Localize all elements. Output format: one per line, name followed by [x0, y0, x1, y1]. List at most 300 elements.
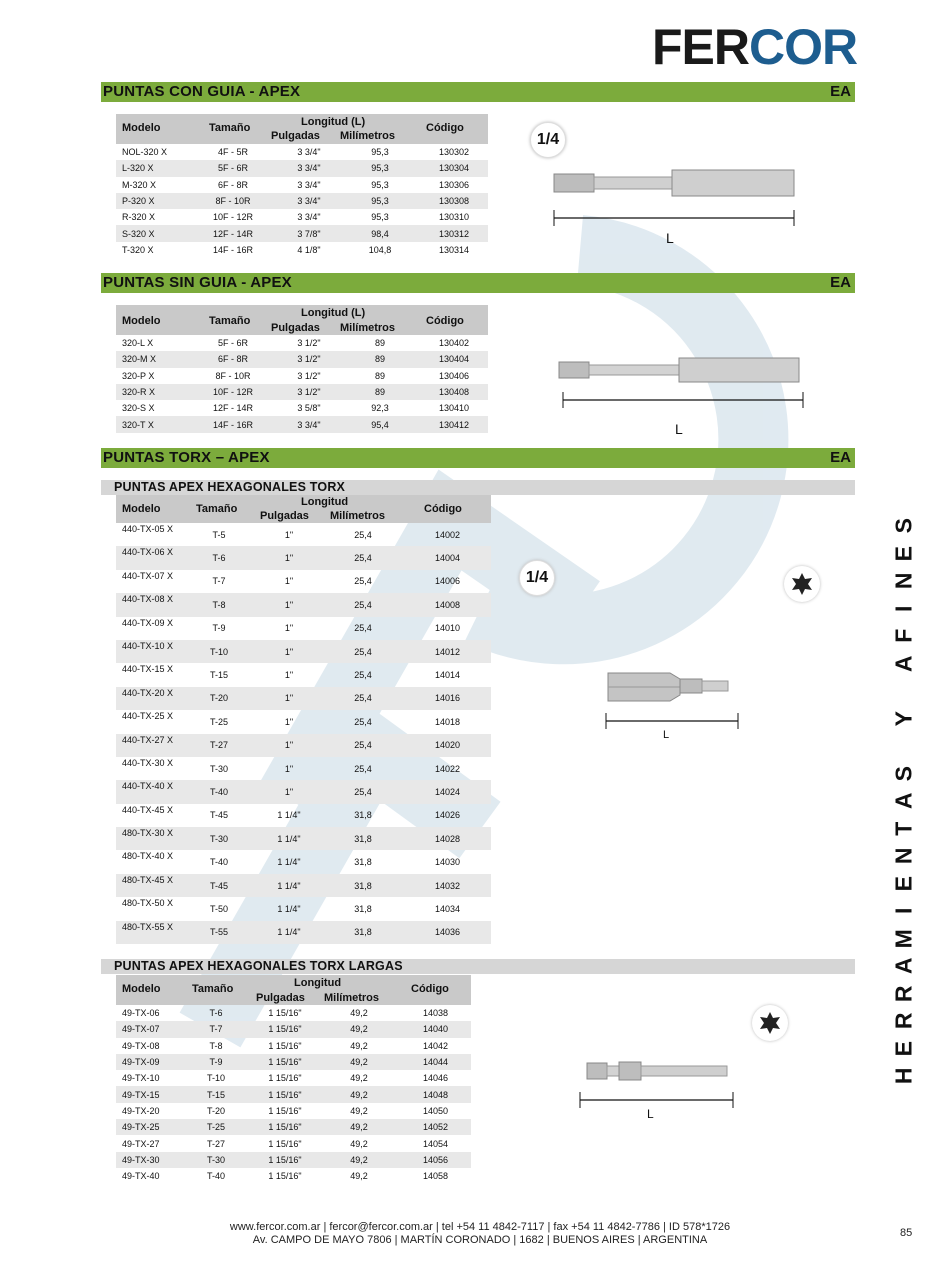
cell-pulgadas: 1": [256, 687, 322, 710]
cell-pulgadas: 1 1/4": [256, 874, 322, 897]
length-label: L: [666, 230, 674, 246]
table-row: [116, 663, 491, 686]
cell-milimetros: 49,2: [350, 1105, 368, 1116]
cell-pulgadas: 3 1/2": [278, 351, 340, 367]
table-header-4: [116, 975, 471, 1005]
cell-tamano: T-25: [180, 1119, 252, 1135]
cell-milimetros: 104,8: [368, 244, 392, 255]
cell-codigo: 130412: [420, 416, 488, 432]
col-tamano: Tamaño: [196, 503, 238, 515]
cell-tamano: 5F - 6R: [217, 338, 248, 349]
cell-modelo: 49-TX-06: [122, 1008, 160, 1019]
cell-codigo: 130312: [420, 225, 488, 241]
cell-tamano: 12F - 14R: [212, 403, 254, 414]
side-letter: N: [890, 572, 917, 590]
cell-codigo: 130410: [438, 403, 470, 414]
cell-milimetros: 25,4: [354, 670, 372, 681]
cell-pulgadas: 1 1/4": [277, 857, 301, 868]
cell-milimetros: 89: [340, 384, 420, 400]
cell-pulgadas: 1": [284, 623, 294, 634]
side-letter: S: [890, 518, 917, 534]
cell-modelo: 440-TX-20 X: [116, 687, 182, 710]
cell-pulgadas: 3 3/4": [297, 147, 321, 158]
cell-modelo: 49-TX-20: [122, 1105, 160, 1116]
col-codigo: Código: [424, 503, 462, 515]
cell-codigo: 14058: [422, 1171, 449, 1182]
table-row: [116, 734, 491, 757]
cell-codigo: 14048: [400, 1086, 471, 1102]
length-label: L: [675, 421, 683, 437]
size-badge: [519, 560, 555, 596]
cell-pulgadas: 3 3/4": [297, 212, 321, 223]
side-letter: I: [890, 605, 917, 612]
col-longitud: Longitud (L): [301, 116, 366, 128]
long-torx-bit-drawing: [575, 1055, 740, 1115]
cell-modelo: 49-TX-15: [116, 1086, 180, 1102]
cell-modelo: 49-TX-10: [122, 1073, 160, 1084]
cell-pulgadas: 1": [256, 546, 322, 569]
table-torx: [116, 523, 491, 944]
table-row: [116, 242, 488, 258]
cell-pulgadas: 1 15/16": [252, 1054, 318, 1070]
table-row: [116, 570, 491, 593]
cell-modelo: 49-TX-30: [116, 1152, 180, 1168]
col-milimetros: Milímetros: [340, 130, 396, 142]
col-pulgadas: Pulgadas: [271, 322, 320, 334]
table-row: [116, 687, 491, 710]
cell-pulgadas: 1 1/4": [277, 810, 301, 821]
cell-tamano: 6F - 8R: [188, 351, 278, 367]
cell-pulgadas: 1 15/16": [268, 1105, 302, 1116]
cell-tamano: T-8: [182, 593, 256, 616]
cell-milimetros: 31,8: [354, 857, 372, 868]
cell-milimetros: 95,3: [371, 212, 389, 223]
cell-codigo: 130314: [438, 244, 470, 255]
torx-star-icon: [752, 1005, 788, 1041]
section-bar-con-guia: [101, 82, 855, 102]
cell-milimetros: 49,2: [318, 1054, 400, 1070]
cell-tamano: T-6: [209, 1008, 223, 1019]
table-row: [116, 1021, 471, 1037]
section-bar-sin-guia: [101, 273, 855, 293]
cell-tamano: T-7: [180, 1021, 252, 1037]
length-label: L: [663, 729, 670, 741]
cell-milimetros: 25,4: [354, 576, 372, 587]
cell-milimetros: 25,4: [354, 716, 372, 727]
col-longitud: Longitud: [294, 977, 342, 989]
cell-milimetros: 95,3: [340, 193, 420, 209]
cell-milimetros: 25,4: [322, 687, 404, 710]
cell-codigo: 14050: [422, 1105, 449, 1116]
col-codigo: Código: [411, 983, 449, 995]
side-letter: R: [890, 984, 917, 1002]
cell-milimetros: 49,2: [318, 1086, 400, 1102]
cell-modelo: 480-TX-40 X: [122, 851, 174, 862]
side-letter: H: [890, 1067, 917, 1085]
cell-milimetros: 49,2: [318, 1152, 400, 1168]
table-row: [116, 850, 491, 873]
cell-pulgadas: 4 1/8": [297, 244, 321, 255]
table-row: [116, 335, 488, 351]
cell-codigo: 130302: [438, 147, 470, 158]
cell-tamano: T-9: [212, 623, 226, 634]
cell-codigo: 14010: [434, 623, 461, 634]
cell-milimetros: 31,8: [354, 810, 372, 821]
cell-tamano: T-10: [182, 640, 256, 663]
cell-pulgadas: 1 15/16": [268, 1008, 302, 1019]
cell-tamano: T-50: [209, 903, 228, 914]
cell-tamano: 10F - 12R: [188, 384, 278, 400]
torx-star-icon: [784, 566, 820, 602]
cell-tamano: T-27: [206, 1138, 225, 1149]
cell-tamano: T-30: [209, 763, 228, 774]
col-milimetros: Milímetros: [324, 992, 380, 1004]
col-pulgadas: Pulgadas: [260, 510, 309, 522]
cell-milimetros: 25,4: [354, 623, 372, 634]
side-letter: S: [890, 765, 917, 781]
col-tamano: Tamaño: [209, 315, 251, 327]
cell-codigo: 14054: [422, 1138, 449, 1149]
cell-milimetros: 98,4: [340, 225, 420, 241]
cell-tamano: 5F - 6R: [188, 160, 278, 176]
table-row: [116, 617, 491, 640]
cell-pulgadas: 3 1/2": [297, 370, 321, 381]
cell-tamano: 12F - 14R: [188, 225, 278, 241]
cell-pulgadas: 3 1/2": [278, 384, 340, 400]
table-row: [116, 897, 491, 920]
cell-codigo: 130306: [438, 179, 470, 190]
cell-pulgadas: 1": [284, 576, 294, 587]
cell-tamano: T-6: [182, 546, 256, 569]
cell-tamano: T-30: [180, 1152, 252, 1168]
cell-modelo: 320-P X: [122, 370, 155, 381]
cell-tamano: T-8: [209, 1040, 223, 1051]
table-row: [116, 827, 491, 850]
cell-tamano: T-5: [212, 529, 226, 540]
cell-milimetros: 95,3: [371, 147, 389, 158]
table-row: [116, 593, 491, 616]
cell-tamano: T-20: [206, 1105, 225, 1116]
table-header-2: [116, 305, 488, 335]
side-letter: N: [890, 847, 917, 865]
table-row: [116, 921, 491, 944]
cell-modelo: S-320 X: [116, 225, 188, 241]
cell-codigo: 130308: [420, 193, 488, 209]
cell-modelo: 440-TX-08 X: [116, 593, 182, 616]
cell-tamano: T-55: [182, 921, 256, 944]
cell-modelo: 49-TX-09: [116, 1054, 180, 1070]
cell-codigo: 14006: [434, 576, 461, 587]
cell-modelo: 480-TX-45 X: [116, 874, 182, 897]
table-row: [116, 368, 488, 384]
cell-codigo: 14040: [400, 1021, 471, 1037]
cell-tamano: T-40: [182, 780, 256, 803]
cell-modelo: M-320 X: [122, 179, 157, 190]
cell-modelo: L-320 X: [116, 160, 188, 176]
cell-codigo: 14026: [434, 810, 461, 821]
subsection-bar-torx-largas: [101, 959, 855, 974]
side-letter: I: [890, 907, 917, 914]
cell-pulgadas: 1": [284, 716, 294, 727]
cell-modelo: 440-TX-27 X: [116, 734, 182, 757]
col-longitud: Longitud: [301, 496, 349, 508]
col-codigo: Código: [426, 122, 464, 134]
cell-codigo: 14004: [404, 546, 491, 569]
cell-codigo: 14012: [404, 640, 491, 663]
cell-modelo: 49-TX-27: [122, 1138, 160, 1149]
cell-codigo: 14044: [400, 1054, 471, 1070]
footer-contact: www.fercor.com.ar | fercor@fercor.com.ar | tel +54 11 4842-7117 | fax +54 11 4842-7786 | ID 578*1726: [229, 1221, 731, 1233]
col-codigo: Código: [426, 315, 464, 327]
table-row: [116, 1070, 471, 1086]
cell-milimetros: 95,4: [340, 416, 420, 432]
cell-codigo: 14038: [422, 1008, 449, 1019]
cell-pulgadas: 1 15/16": [268, 1138, 302, 1149]
subsection-title: PUNTAS APEX HEXAGONALES TORX: [114, 480, 346, 494]
cell-pulgadas: 1 15/16": [252, 1119, 318, 1135]
cell-tamano: T-15: [209, 670, 228, 681]
cell-codigo: 14052: [400, 1119, 471, 1135]
table-row: [116, 710, 491, 733]
cell-tamano: T-10: [206, 1073, 225, 1084]
table-row: [116, 1168, 471, 1184]
col-modelo: Modelo: [122, 983, 161, 995]
cell-codigo: 14042: [422, 1040, 449, 1051]
col-tamano: Tamaño: [209, 122, 251, 134]
cell-modelo: 320-T X: [116, 416, 188, 432]
cell-milimetros: 25,4: [354, 763, 372, 774]
cell-milimetros: 25,4: [322, 780, 404, 803]
col-tamano: Tamaño: [192, 983, 234, 995]
col-pulgadas: Pulgadas: [271, 130, 320, 142]
cell-pulgadas: 1": [284, 529, 294, 540]
cell-milimetros: 92,3: [371, 403, 389, 414]
cell-modelo: 49-TX-07: [116, 1021, 180, 1037]
cell-pulgadas: 3 3/4": [278, 160, 340, 176]
length-label: L: [647, 1107, 654, 1121]
table-row: [116, 177, 488, 193]
table-row: [116, 351, 488, 367]
cell-codigo: 130408: [420, 384, 488, 400]
cell-pulgadas: 1": [256, 780, 322, 803]
cell-milimetros: 25,4: [322, 546, 404, 569]
cell-milimetros: 31,8: [322, 874, 404, 897]
col-milimetros: Milímetros: [340, 322, 396, 334]
cell-tamano: T-27: [182, 734, 256, 757]
cell-milimetros: 95,3: [340, 160, 420, 176]
table-sin-guia: [116, 335, 488, 433]
section-bar-torx: [101, 448, 855, 468]
cell-pulgadas: 1 15/16": [252, 1086, 318, 1102]
cell-modelo: 320-L X: [122, 338, 154, 349]
cell-milimetros: 49,2: [350, 1138, 368, 1149]
table-row: [116, 1103, 471, 1119]
cell-modelo: 480-TX-55 X: [116, 921, 182, 944]
cell-tamano: T-45: [182, 874, 256, 897]
subsection-bar-torx: [101, 480, 855, 495]
cell-modelo: T-320 X: [122, 244, 154, 255]
cell-modelo: P-320 X: [116, 193, 188, 209]
cell-modelo: R-320 X: [122, 212, 156, 223]
side-letter: E: [890, 545, 917, 561]
cell-codigo: 14036: [404, 921, 491, 944]
cell-modelo: 49-TX-08: [122, 1040, 160, 1051]
section-tag: EA: [830, 449, 851, 466]
cell-codigo: 14022: [434, 763, 461, 774]
side-letter: M: [890, 928, 917, 948]
table-row: [116, 193, 488, 209]
cell-codigo: 14020: [404, 734, 491, 757]
cell-pulgadas: 1 15/16": [268, 1073, 302, 1084]
logo-text-cor: COR: [749, 19, 858, 75]
side-letter: E: [890, 1040, 917, 1056]
table-row: [116, 144, 488, 160]
badge-text: 1/4: [536, 131, 560, 148]
section-title: PUNTAS CON GUIA - APEX: [103, 83, 301, 100]
cell-pulgadas: 3 3/4": [278, 416, 340, 432]
side-letter: F: [890, 628, 917, 643]
cell-tamano: 14F - 16R: [212, 244, 254, 255]
side-letter: R: [890, 1012, 917, 1030]
cell-modelo: 440-TX-09 X: [122, 617, 174, 628]
table-header-3: [116, 495, 491, 523]
cell-pulgadas: 1 1/4": [256, 921, 322, 944]
cell-tamano: T-9: [180, 1054, 252, 1070]
col-modelo: Modelo: [122, 315, 161, 327]
cell-milimetros: 25,4: [322, 734, 404, 757]
cell-codigo: 14028: [404, 827, 491, 850]
table-row: [116, 1152, 471, 1168]
cell-pulgadas: 1": [256, 734, 322, 757]
cell-tamano: T-20: [182, 687, 256, 710]
cell-modelo: 320-R X: [116, 384, 188, 400]
cell-pulgadas: 3 7/8": [278, 225, 340, 241]
table-row: [116, 780, 491, 803]
cell-pulgadas: 1 15/16": [252, 1152, 318, 1168]
cell-milimetros: 31,8: [322, 827, 404, 850]
table-row: [116, 400, 488, 416]
cell-modelo: 440-TX-45 X: [122, 804, 174, 815]
cell-milimetros: 31,8: [322, 921, 404, 944]
side-letter: E: [890, 875, 917, 891]
cell-pulgadas: 1": [256, 640, 322, 663]
cell-codigo: 14024: [404, 780, 491, 803]
cell-pulgadas: 3 3/4": [297, 179, 321, 190]
table-torx-largas: [116, 1005, 471, 1184]
cell-modelo: 440-TX-15 X: [122, 664, 174, 675]
cell-codigo: 14002: [434, 529, 461, 540]
footer-address: Av. CAMPO DE MAYO 7806 | MARTÍN CORONADO | 1682 | BUENOS AIRES | ARGENTINA: [252, 1234, 708, 1246]
logo-text-fer: FER: [652, 19, 749, 75]
cell-pulgadas: 1": [256, 593, 322, 616]
cell-pulgadas: 3 3/4": [278, 193, 340, 209]
cell-tamano: T-25: [209, 716, 228, 727]
section-title: PUNTAS TORX – APEX: [103, 449, 270, 466]
cell-tamano: 14F - 16R: [188, 416, 278, 432]
side-letter: T: [890, 821, 917, 836]
table-row: [116, 160, 488, 176]
cell-tamano: T-7: [212, 576, 226, 587]
cell-milimetros: 89: [374, 338, 385, 349]
table-row: [116, 416, 488, 432]
cell-tamano: T-15: [180, 1086, 252, 1102]
col-modelo: Modelo: [122, 503, 161, 515]
cell-codigo: 14008: [404, 593, 491, 616]
cell-milimetros: 25,4: [322, 593, 404, 616]
bit-with-guide-drawing: [550, 160, 802, 250]
table-row: [116, 1054, 471, 1070]
table-row: [116, 384, 488, 400]
cell-codigo: 14034: [434, 903, 461, 914]
cell-pulgadas: 1 15/16": [252, 1021, 318, 1037]
cell-modelo: 440-TX-10 X: [116, 640, 182, 663]
cell-milimetros: 49,2: [350, 1171, 368, 1182]
cell-milimetros: 49,2: [350, 1008, 368, 1019]
cell-modelo: 49-TX-40: [122, 1171, 160, 1182]
cell-milimetros: 49,2: [318, 1119, 400, 1135]
cell-pulgadas: 3 5/8": [297, 403, 321, 414]
cell-codigo: 14032: [404, 874, 491, 897]
table-row: [116, 1119, 471, 1135]
cell-codigo: 14016: [404, 687, 491, 710]
section-title: PUNTAS SIN GUIA - APEX: [103, 274, 292, 291]
table-row: [116, 757, 491, 780]
page-number: 85: [900, 1227, 913, 1239]
cell-milimetros: 89: [374, 370, 385, 381]
cell-codigo: 14046: [422, 1073, 449, 1084]
table-row: [116, 209, 488, 225]
col-milimetros: Milímetros: [330, 510, 386, 522]
cell-codigo: 130406: [438, 370, 470, 381]
side-letter: Y: [890, 710, 917, 726]
table-row: [116, 1135, 471, 1151]
cell-codigo: 130404: [420, 351, 488, 367]
table-row: [116, 1005, 471, 1021]
table-row: [116, 1086, 471, 1102]
cell-modelo: 440-TX-06 X: [116, 546, 182, 569]
cell-tamano: 8F - 10R: [215, 370, 251, 381]
cell-modelo: 440-TX-25 X: [122, 711, 174, 722]
table-con-guia: [116, 144, 488, 258]
section-tag: EA: [830, 274, 851, 291]
subsection-title: PUNTAS APEX HEXAGONALES TORX LARGAS: [114, 959, 403, 973]
cell-codigo: 130402: [438, 338, 470, 349]
col-longitud: Longitud (L): [301, 307, 366, 319]
cell-pulgadas: 1 1/4": [256, 827, 322, 850]
cell-pulgadas: 1 1/4": [277, 903, 301, 914]
cell-tamano: 10F - 12R: [212, 212, 254, 223]
cell-milimetros: 25,4: [354, 529, 372, 540]
cell-modelo: 440-TX-30 X: [122, 757, 174, 768]
section-tag: EA: [830, 83, 851, 100]
table-row: [116, 640, 491, 663]
cell-milimetros: 95,3: [371, 179, 389, 190]
cell-codigo: 14030: [434, 857, 461, 868]
cell-codigo: 130304: [420, 160, 488, 176]
cell-pulgadas: 1 15/16": [268, 1171, 302, 1182]
side-category-text: [884, 512, 924, 1090]
table-row: [116, 546, 491, 569]
badge-text: 1/4: [525, 569, 549, 586]
table-row: [116, 225, 488, 241]
cell-tamano: 4F - 5R: [217, 147, 248, 158]
side-letter: A: [890, 957, 917, 975]
table-row: [116, 523, 491, 546]
cell-pulgadas: 1": [284, 763, 294, 774]
side-letter: A: [890, 792, 917, 810]
cell-pulgadas: 3 1/2": [297, 338, 321, 349]
cell-modelo: 440-TX-40 X: [116, 780, 182, 803]
